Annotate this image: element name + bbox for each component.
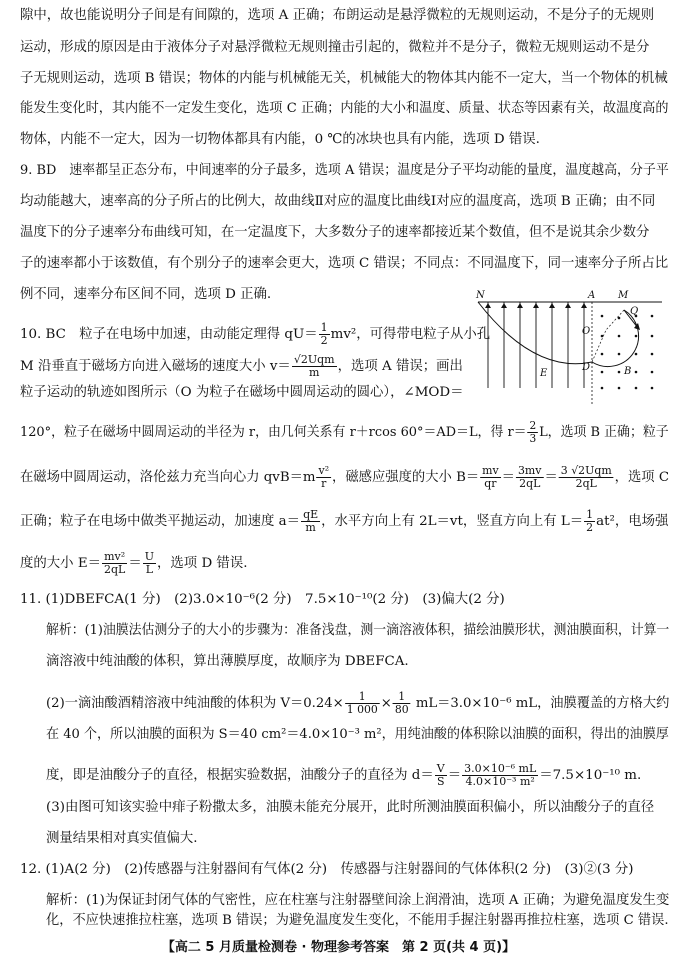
fraction: $\frac{1}{80}$ [394,690,409,716]
text-line: 物体，内能不一定大，因为一切物体都具有内能，0 ℃的冰块也具有内能，选项 D 错误. [20,132,540,147]
text-line: 在 40 个，所以油膜的面积为 S＝40 cm²＝4.0×10⁻³ m²，用纯油酸的体积除以油膜的面积，得出的油膜厚 [46,727,669,742]
label-n: N [476,290,485,301]
fraction: $\frac{\text{v²}}{r}$ [318,464,330,490]
text-line: 运动，形成的原因是由于液体分子对悬浮微粒无规则撞击引起的，微粒并不是分子，微粒无规则运动不是分 [20,40,650,55]
fraction: $\frac{V}{S}$ [436,762,445,788]
label-b: B [624,366,632,377]
fraction: $\frac{U}{L}$ [144,550,155,576]
question-11-line: 11. (1)DBEFCA(1 分) (2)3.0×10⁻⁶(2 分) 7.5×10⁻¹⁰(2 分) (3)偏大(2 分) [20,592,505,607]
question-12-line: 12. (1)A(2 分) (2)传感器与注射器间有气体(2 分) 传感器与注射器间的气体体积(2 分) (3)②(3 分) [20,862,634,877]
text-line: 温度下的分子速率分布曲线可知，在一定温度下，大多数分子的速率都接近某个数值，但不是说其余少数分 [20,225,650,240]
text-line: 化，不应快速推拉柱塞，选项 B 错误；为避免温度发生变化，不能用手握注射器再推拉柱塞，选项 C 错误. [46,913,669,928]
text-line: 120°，粒子在磁场中圆周运动的半径为 r，由几何关系有 r＋rcos 60°＝AD＝L，得 r＝ $\frac{2}{3}$ L，选项 B 正确；粒子 [20,419,669,445]
fraction: $\frac{mv}{qr}$ [482,464,499,490]
label-a: A [588,290,596,301]
text-line: 测量结果相对真实值偏大. [46,831,198,846]
fraction: $\frac{1}{2}$ [586,508,594,534]
field-trajectory-figure [474,288,664,406]
text-line: 隙中，故也能说明分子间是有间隙的，选项 A 正确；布朗运动是悬浮微粒的无规则运动，不是分子的无规则 [20,8,655,23]
text-line: 解析：(1)为保证封闭气体的气密性，应在柱塞与注射器壁间涂上润滑油，选项 A 正确；为避免温度发生变 [46,893,670,908]
fraction: $\frac{2}{3}$ [529,419,537,445]
page-footer: 【高二 5 月质量检测卷 · 物理参考答案 第 2 页(共 4 页)】 [161,940,516,955]
label-e: E [540,368,548,379]
text-line: (3)由图可知该实验中痱子粉撒太多，油膜未能充分展开，此时所测油膜面积偏小，所以油酸分子的直径 [46,800,655,815]
text-line: 度，即是油酸分子的直径，根据实验数据，油酸分子的直径为 d＝ $\frac{V}{S}$ ＝ $\frac{\text{3.0×10⁻⁶ mL}}{\text{4.0×10⁻³ m²}}$ ＝7.5×10⁻¹⁰ m. [46,762,642,788]
text-line: 子无规则运动，选项 B 错误；物体的内能与机械能无关，机械能大的物体其内能不一定大，当一个物体的机械 [20,71,668,86]
label-o: O [582,326,591,337]
text-line: (2)一滴油酸酒精溶液中纯油酸的体积为 V＝0.24× $\frac{1}{1 000}$ × $\frac{1}{80}$ mL＝3.0×10⁻⁶ mL，油膜覆盖的方格大约 [46,690,670,716]
fraction: $\frac{1}{1 000}$ [346,690,378,716]
text-line: 在磁场中圆周运动，洛伦兹力充当向心力 qvB＝m $\frac{\text{v²}}{r}$ ，磁感应强度的大小 B＝ $\frac{mv}{qr}$ ＝ $\frac{3mv}{2qL}$ ＝ $\frac{\text{3 √2Uqm}}{2qL}$ ，选项 C [20,464,670,490]
fraction: $\frac{\text{3.0×10⁻⁶ mL}}{\text{4.0×10⁻³ m²}}$ [464,762,537,788]
text-line: 度的大小 E＝ $\frac{\text{mv²}}{2qL}$ ＝ $\frac{U}{L}$ ，选项 D 错误. [20,550,248,576]
text-line: 均动能越大，速率高的分子所占的比例大，故曲线Ⅱ对应的温度比曲线Ⅰ对应的温度高，选项 B 正确；由不同 [20,194,656,209]
fraction: $\frac{qE}{m}$ [303,508,319,534]
question-10-line: 10. BC 粒子在电场中加速，由动能定理得 qU＝ $\frac{1}{2}$ mv²，可得带电粒子从小孔 [20,321,491,347]
fraction: $\frac{\text{mv²}}{2qL}$ [103,550,126,576]
text-line: 子的速率都小于该数值，有个别分子的速率会更大，选项 C 错误；不同点：不同温度下，同一速率分子所占比 [20,256,669,271]
fraction: $\frac{\text{√2Uqm}}{m}$ [293,353,335,379]
text-line: 例不同，速率分布区间不同，选项 D 正确. [20,287,272,302]
label-q: Q [630,306,639,317]
text-line: 滴溶液中纯油酸的体积，算出薄膜厚度，故顺序为 DBEFCA. [46,654,409,669]
fraction: $\frac{3mv}{2qL}$ [517,464,542,490]
text-line: 能发生变化时，其内能不一定发生变化，选项 C 正确；内能的大小和温度、质量、状态等因素有关，故温度高的 [20,101,669,116]
text-line: 正确；粒子在电场中做类平抛运动，加速度 a＝ $\frac{qE}{m}$ ，水平方向上有 2L＝vt，竖直方向上有 L＝ $\frac{1}{2}$ at²，电场强 [20,508,669,534]
label-m: M [618,290,629,301]
fraction: $\frac{1}{2}$ [320,321,328,347]
text-line: 解析：(1)油膜法估测分子的大小的步骤为：准备浅盘，测一滴溶液体积，描绘油膜形状，测油膜面积，计算一 [46,623,670,638]
fraction: $\frac{\text{3 √2Uqm}}{2qL}$ [560,464,612,490]
text-line: 粒子运动的轨迹如图所示（O 为粒子在磁场中圆周运动的圆心），∠MOD＝ [20,385,464,400]
label-d: D [582,362,591,373]
question-9-line: 9. BD 速率都呈正态分布，中间速率的分子最多，选项 A 错误；温度是分子平均动能的量度，温度越高，分子平 [20,163,669,178]
text-line: M 沿垂直于磁场方向进入磁场的速度大小 v＝ $\frac{\text{√2Uqm}}{m}$ ，选项 A 错误；画出 [20,353,463,379]
